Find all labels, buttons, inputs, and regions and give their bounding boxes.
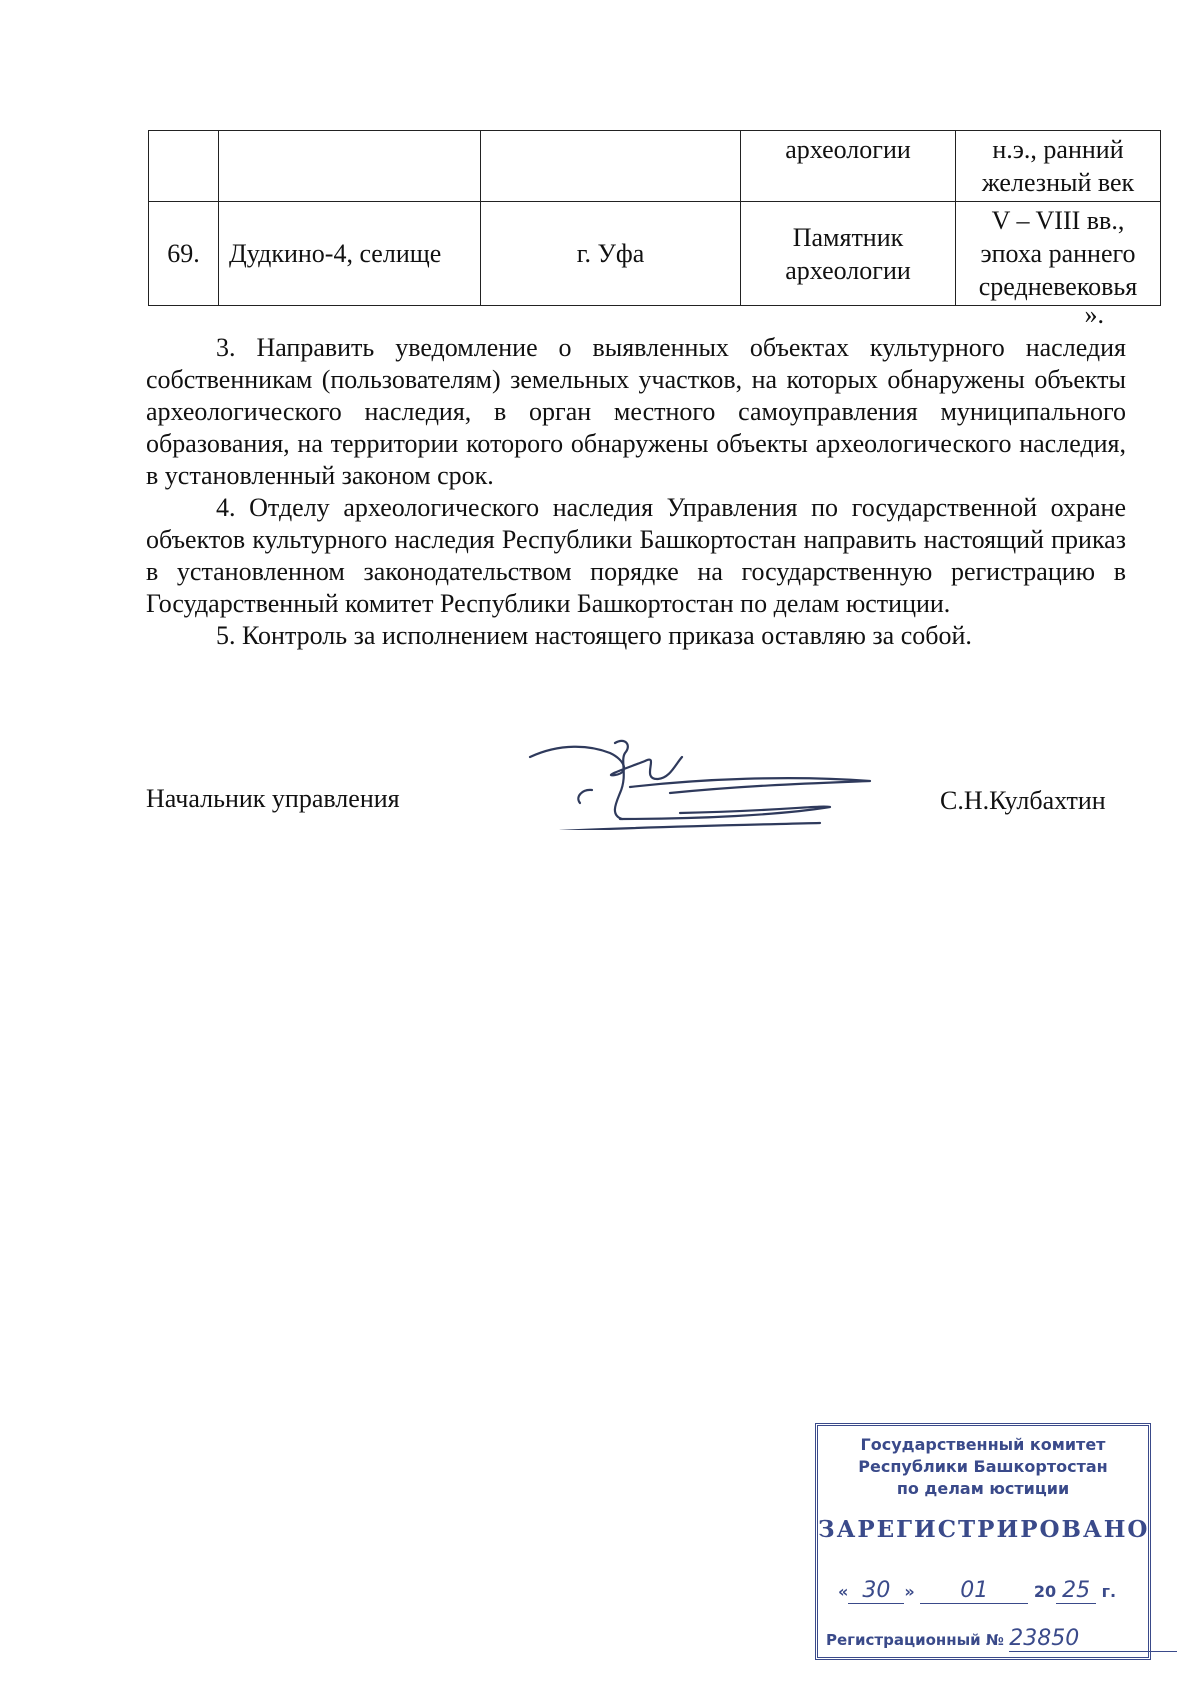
paragraph-4: 4. Отделу археологического наследия Управления по государственной охране объектов культурного наследия Республики Башкортостан направить настоящий приказ в установленном законодательством порядке на государственную регистрацию в Государственный комитет Республики Башкортостан по делам юстиции.: [146, 493, 1126, 618]
stamp-year-suffix: г.: [1101, 1582, 1117, 1601]
monument-location: [481, 131, 741, 202]
monument-name: [219, 131, 481, 202]
stamp-year: 25: [1056, 1578, 1096, 1604]
monuments-table: [148, 130, 1161, 306]
stamp-organization: [818, 1434, 1148, 1500]
stamp-reg-label: Регистрационный №: [826, 1631, 1004, 1649]
stamp-reg-number: 23850: [1009, 1626, 1177, 1652]
monument-category: Памятник археологии: [741, 202, 956, 306]
stamp-org-line: Государственный комитет: [860, 1435, 1106, 1454]
stamp-date: « 30 » 01 20 25 г.: [838, 1578, 1117, 1603]
row-number: [149, 131, 219, 202]
stamp-day: 30: [848, 1578, 904, 1604]
stamp-org-line: по делам юстиции: [896, 1479, 1070, 1498]
stamp-year-prefix: 20: [1033, 1582, 1057, 1601]
stamp-month: 01: [920, 1578, 1028, 1604]
signatory-title: Начальник управления: [146, 784, 400, 813]
monument-category: археологии: [741, 131, 956, 202]
order-body: [146, 332, 1126, 652]
row-number: 69.: [149, 202, 219, 306]
stamp-registration-number: [826, 1626, 1177, 1652]
monument-name: Дудкино-4, селище: [219, 202, 481, 306]
monument-dating: V – VIII вв., эпоха раннего средневековья: [956, 202, 1161, 306]
table-row: [149, 202, 1161, 306]
handwritten-signature: [520, 735, 900, 830]
table-row: [149, 131, 1161, 202]
stamp-status: ЗАРЕГИСТРИРОВАНО: [818, 1516, 1150, 1543]
paragraph-5: 5. Контроль за исполнением настоящего приказа оставляю за собой.: [216, 621, 972, 650]
registration-stamp: [815, 1423, 1151, 1660]
monument-location: г. Уфа: [481, 202, 741, 306]
paragraph-3: 3. Направить уведомление о выявленных объектах культурного наследия собственникам (пользователям) земельных участков, на которых обнаружены объекты археологического наследия, в орган местного самоуправления муниципального образования, на территории которого обнаружены объекты археологического наследия, в установленный законом срок.: [146, 333, 1126, 490]
closing-quote: ».: [1084, 300, 1104, 329]
signatory-name: С.Н.Кулбахтин: [940, 786, 1106, 815]
stamp-org-line: Республики Башкортостан: [858, 1457, 1108, 1476]
monument-dating: н.э., ранний железный век: [956, 131, 1161, 202]
